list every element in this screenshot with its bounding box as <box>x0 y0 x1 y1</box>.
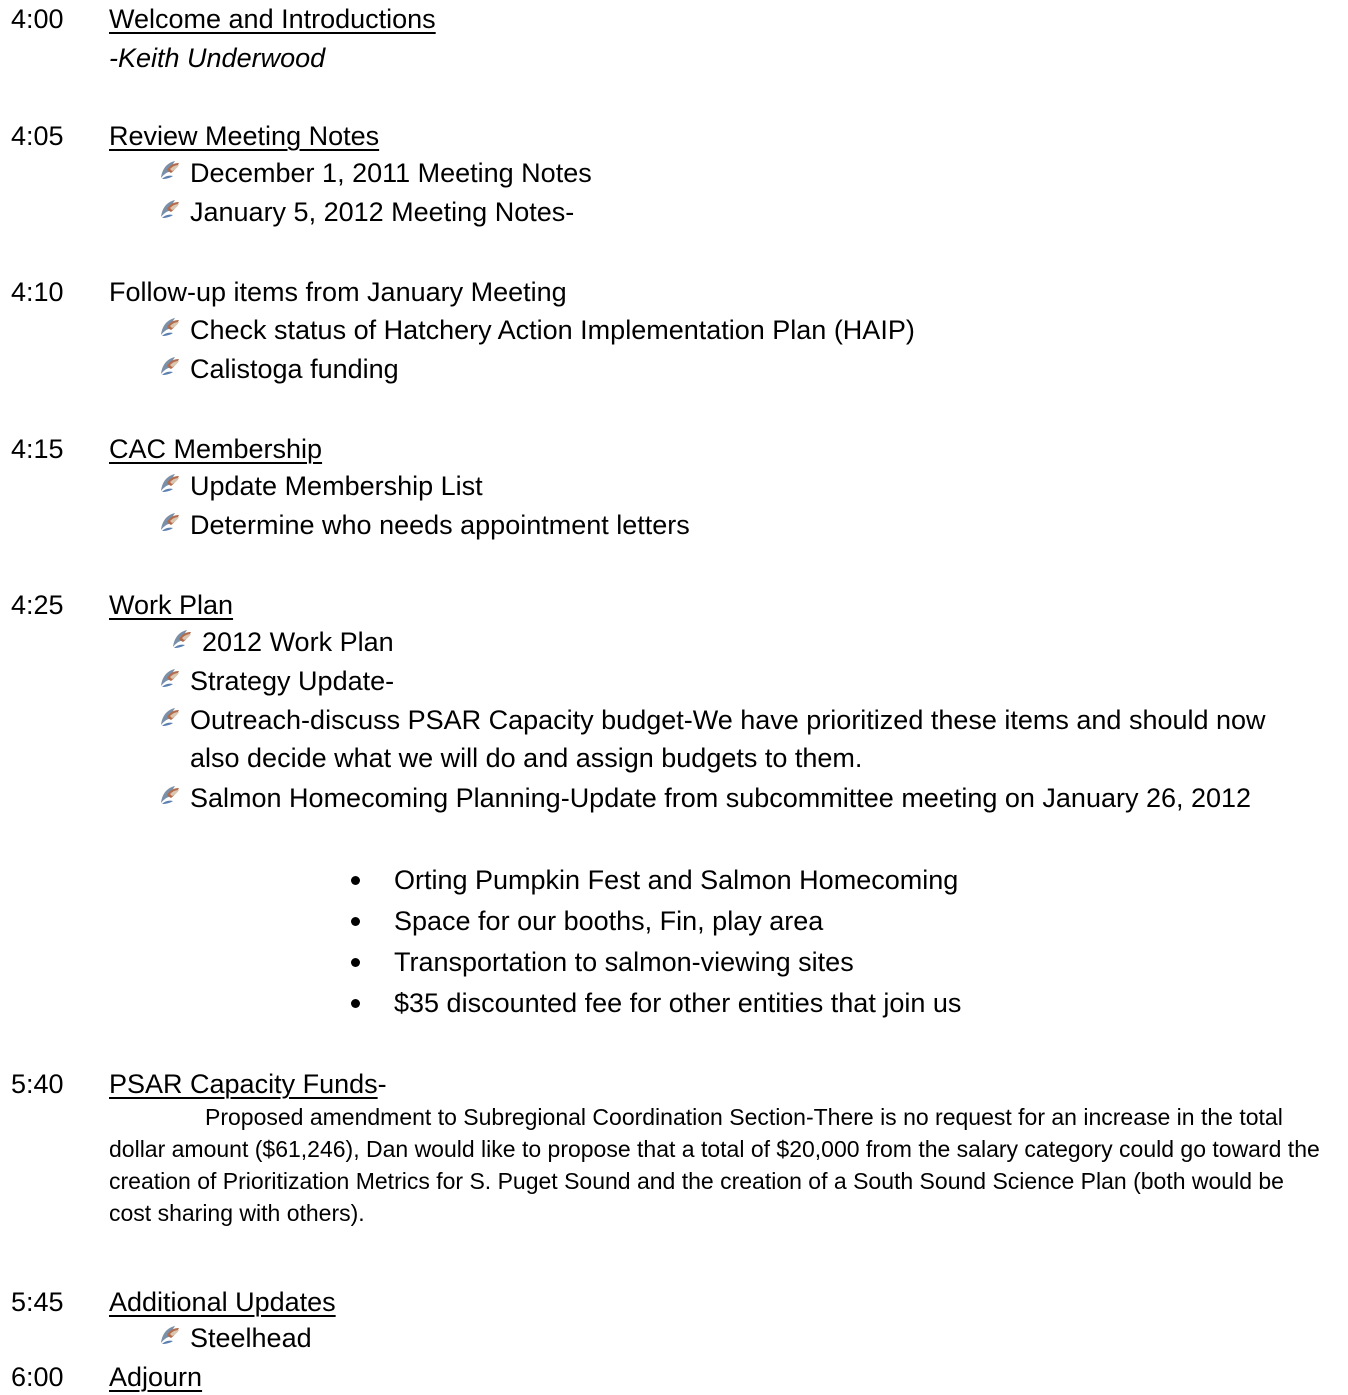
time-5-45: 5:45 <box>11 1287 64 1317</box>
list-item: 2012 Work Plan <box>170 623 394 661</box>
salmon-bullet-icon <box>170 627 194 651</box>
section-title-psar: PSAR Capacity Funds- <box>109 1069 387 1099</box>
bullet-dot-icon <box>351 876 360 885</box>
list-item: Check status of Hatchery Action Implementation Plan (HAIP) <box>158 311 915 349</box>
sub-list-item: $35 discounted fee for other entities that join us <box>351 987 961 1019</box>
section-title-followup: Follow-up items from January Meeting <box>109 277 567 307</box>
salmon-bullet-icon <box>158 354 182 378</box>
section-title-adjourn: Adjourn <box>109 1362 203 1392</box>
list-item: Determine who needs appointment letters <box>158 506 690 544</box>
psar-body: Proposed amendment to Subregional Coordination Section-There is no request for an increase in the total dollar amount ($61,246), Dan would like to propose that a total of $20,000 from the salary category could go toward the creation of Prioritization Metrics for S. Puget Sound and the creation of a South Sound Science Plan (both would be cost sharing with others). <box>109 1104 1320 1226</box>
salmon-bullet-icon <box>158 666 182 690</box>
presenter: -Keith Underwood <box>109 43 326 73</box>
salmon-bullet-icon <box>158 783 182 807</box>
section-title-work-plan: Work Plan <box>109 590 234 620</box>
list-item: Update Membership List <box>158 467 483 505</box>
section-title-review: Review Meeting Notes <box>109 121 380 151</box>
bullet-dot-icon <box>351 958 360 967</box>
time-4-15: 4:15 <box>11 434 64 464</box>
section-title-welcome: Welcome and Introductions <box>109 4 436 34</box>
salmon-bullet-icon <box>158 197 182 221</box>
list-item: Outreach-discuss PSAR Capacity budget-We have prioritized these items and should now also decide what we will do and assign budgets to them. <box>158 701 1308 777</box>
sub-list-item: Orting Pumpkin Fest and Salmon Homecoming <box>351 864 958 896</box>
list-item: January 5, 2012 Meeting Notes- <box>158 193 574 231</box>
sub-list-item: Space for our booths, Fin, play area <box>351 905 823 937</box>
time-4-00: 4:00 <box>11 4 64 34</box>
bullet-dot-icon <box>351 999 360 1008</box>
bullet-dot-icon <box>351 917 360 926</box>
section-title-membership: CAC Membership <box>109 434 323 464</box>
list-item: Calistoga funding <box>158 350 399 388</box>
time-4-25: 4:25 <box>11 590 64 620</box>
salmon-bullet-icon <box>158 705 182 729</box>
salmon-bullet-icon <box>158 315 182 339</box>
list-item: Salmon Homecoming Planning-Update from subcommittee meeting on January 26, 2012 <box>158 779 1288 817</box>
salmon-bullet-icon <box>158 510 182 534</box>
salmon-bullet-icon <box>158 158 182 182</box>
salmon-bullet-icon <box>158 1323 182 1347</box>
time-5-40: 5:40 <box>11 1069 64 1099</box>
time-6-00: 6:00 <box>11 1362 64 1392</box>
time-4-05: 4:05 <box>11 121 64 151</box>
list-item: Steelhead <box>158 1319 312 1357</box>
list-item: December 1, 2011 Meeting Notes <box>158 154 592 192</box>
time-4-10: 4:10 <box>11 277 64 307</box>
salmon-bullet-icon <box>158 471 182 495</box>
sub-list-item: Transportation to salmon-viewing sites <box>351 946 854 978</box>
list-item: Strategy Update- <box>158 662 394 700</box>
section-title-additional: Additional Updates <box>109 1287 336 1317</box>
